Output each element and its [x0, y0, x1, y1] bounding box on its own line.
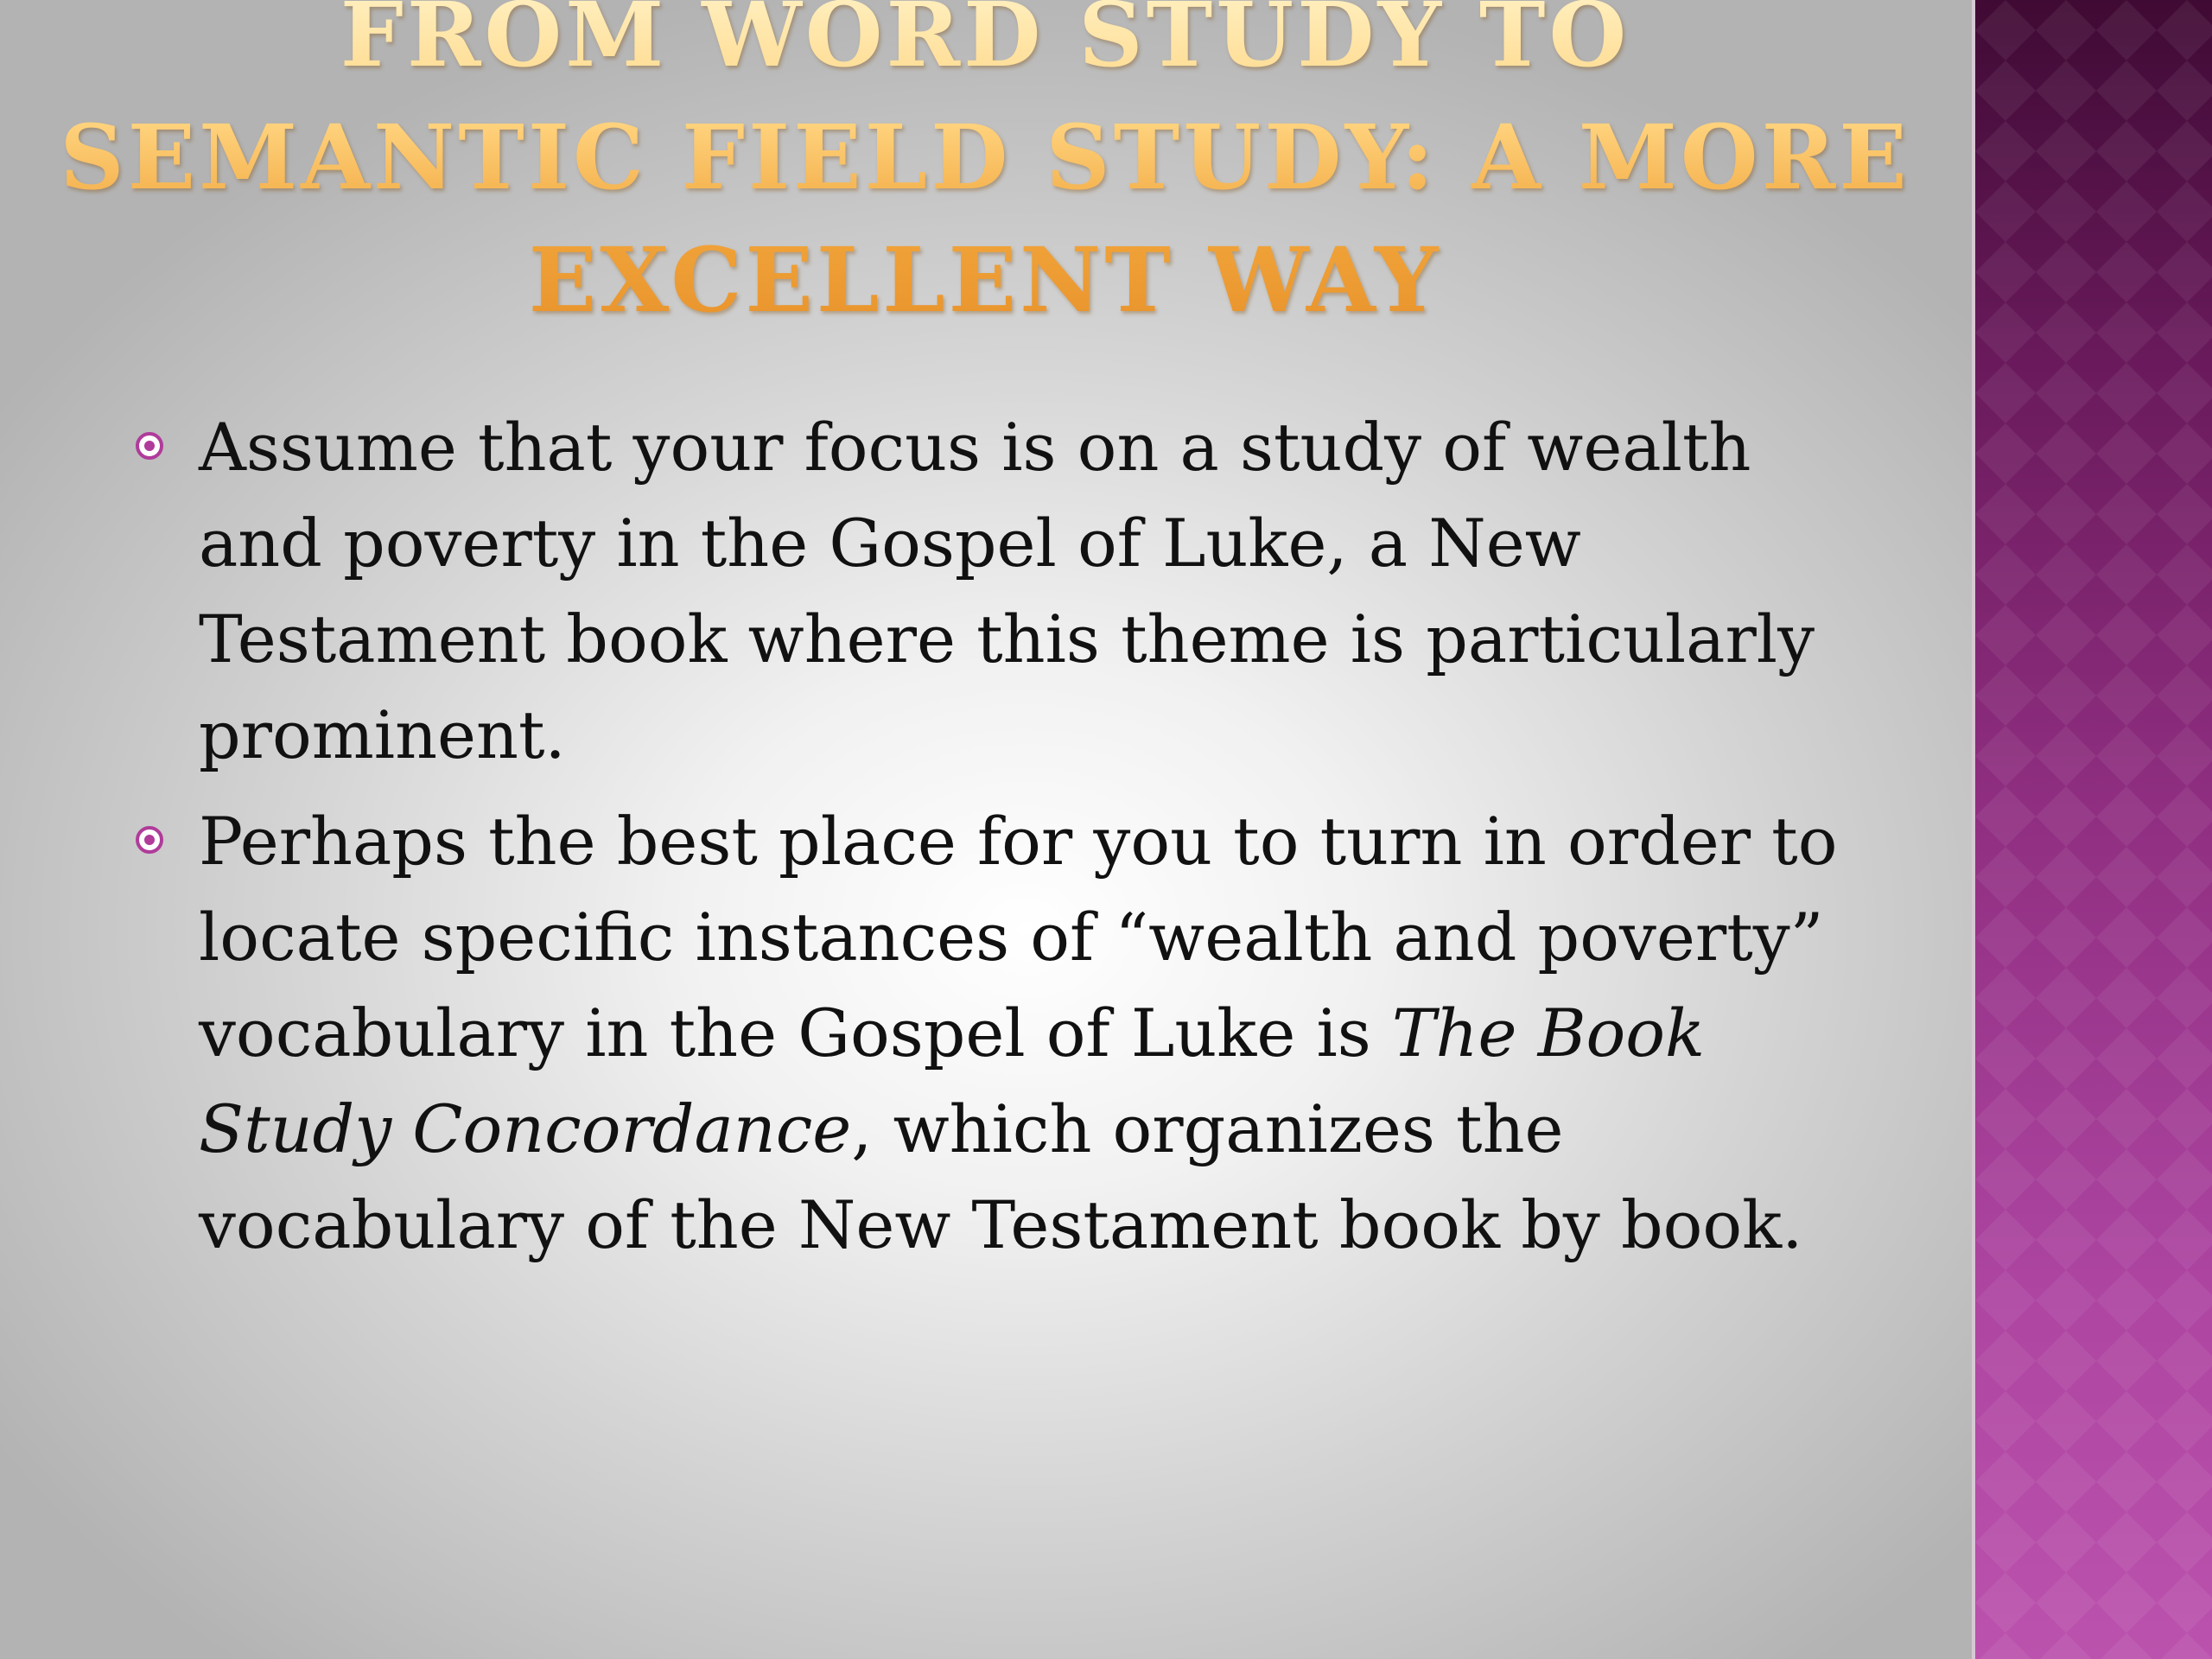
title-line-3: EXCELLENT WAY	[528, 228, 1442, 333]
bullet-item-1	[134, 399, 1862, 783]
title-line-2: SEMANTIC FIELD STUDY: A MORE	[60, 105, 1910, 210]
circled-dot-icon	[136, 826, 163, 854]
title-line-1: FROM WORD STUDY TO	[340, 0, 1630, 87]
bullet-1-text: Assume that your focus is on a study of wealth and poverty in the Gospel of Luke, a New Testament book where this theme is particularly prominent.	[199, 409, 1815, 773]
bullet-2-text-before: Perhaps the best place for you to turn in order to locate specific instances of “wealth and poverty” vocabulary in the Gospel of Luke is	[199, 803, 1838, 1071]
book-title-italic: The Book Study Concordance	[199, 995, 1706, 1167]
bullet-2-text-after: , which organizes the vocabulary of the New Testament book by book.	[199, 1090, 1803, 1263]
decorative-side-band	[1972, 0, 2212, 1659]
bullet-item-2	[134, 793, 1862, 1273]
bullet-list	[134, 399, 1862, 1283]
slide-title	[52, 0, 1918, 342]
diamond-pattern	[1975, 0, 2212, 1659]
circled-dot-icon	[136, 432, 163, 460]
